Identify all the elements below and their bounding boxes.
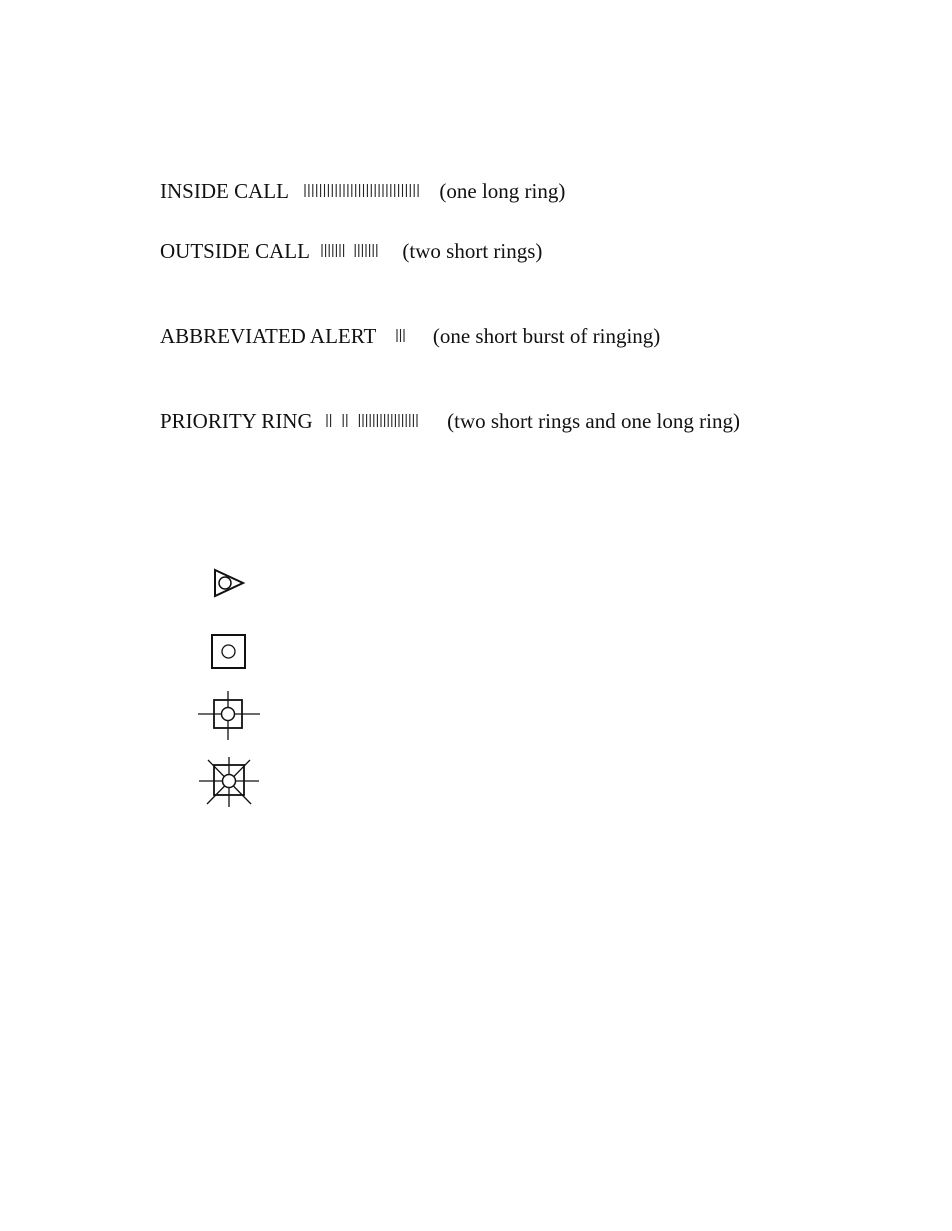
ring-description: (one short burst of ringing) <box>432 324 661 349</box>
ring-ticks-two-short-icon <box>321 242 385 258</box>
ring-pattern-long <box>304 182 422 198</box>
ring-ticks-priority-icon <box>326 412 430 428</box>
star-square-circle-icon <box>198 757 260 809</box>
ring-label: OUTSIDE CALL <box>160 239 310 264</box>
ring-description: (one long ring) <box>439 179 566 204</box>
ring-pattern-two-short <box>321 242 385 258</box>
ring-label: PRIORITY RING <box>160 409 313 434</box>
ring-row-outside-call <box>160 234 542 264</box>
crosshair-square-circle-icon <box>196 690 262 742</box>
ring-description: (two short rings and one long ring) <box>447 409 740 434</box>
ring-pattern-priority <box>326 412 430 428</box>
ring-row-inside-call <box>160 174 565 204</box>
ring-row-abbreviated-alert <box>160 319 660 349</box>
square-circle-icon <box>207 630 251 674</box>
ring-ticks-short-burst-icon <box>396 327 416 343</box>
ring-label: INSIDE CALL <box>160 179 289 204</box>
ring-label: ABBREVIATED ALERT <box>160 324 377 349</box>
ring-pattern-short-burst <box>396 327 416 343</box>
ring-description: (two short rings) <box>402 239 543 264</box>
triangle-circle-icon <box>210 565 250 605</box>
ring-ticks-long-icon <box>304 182 422 198</box>
ring-row-priority-ring <box>160 404 740 434</box>
